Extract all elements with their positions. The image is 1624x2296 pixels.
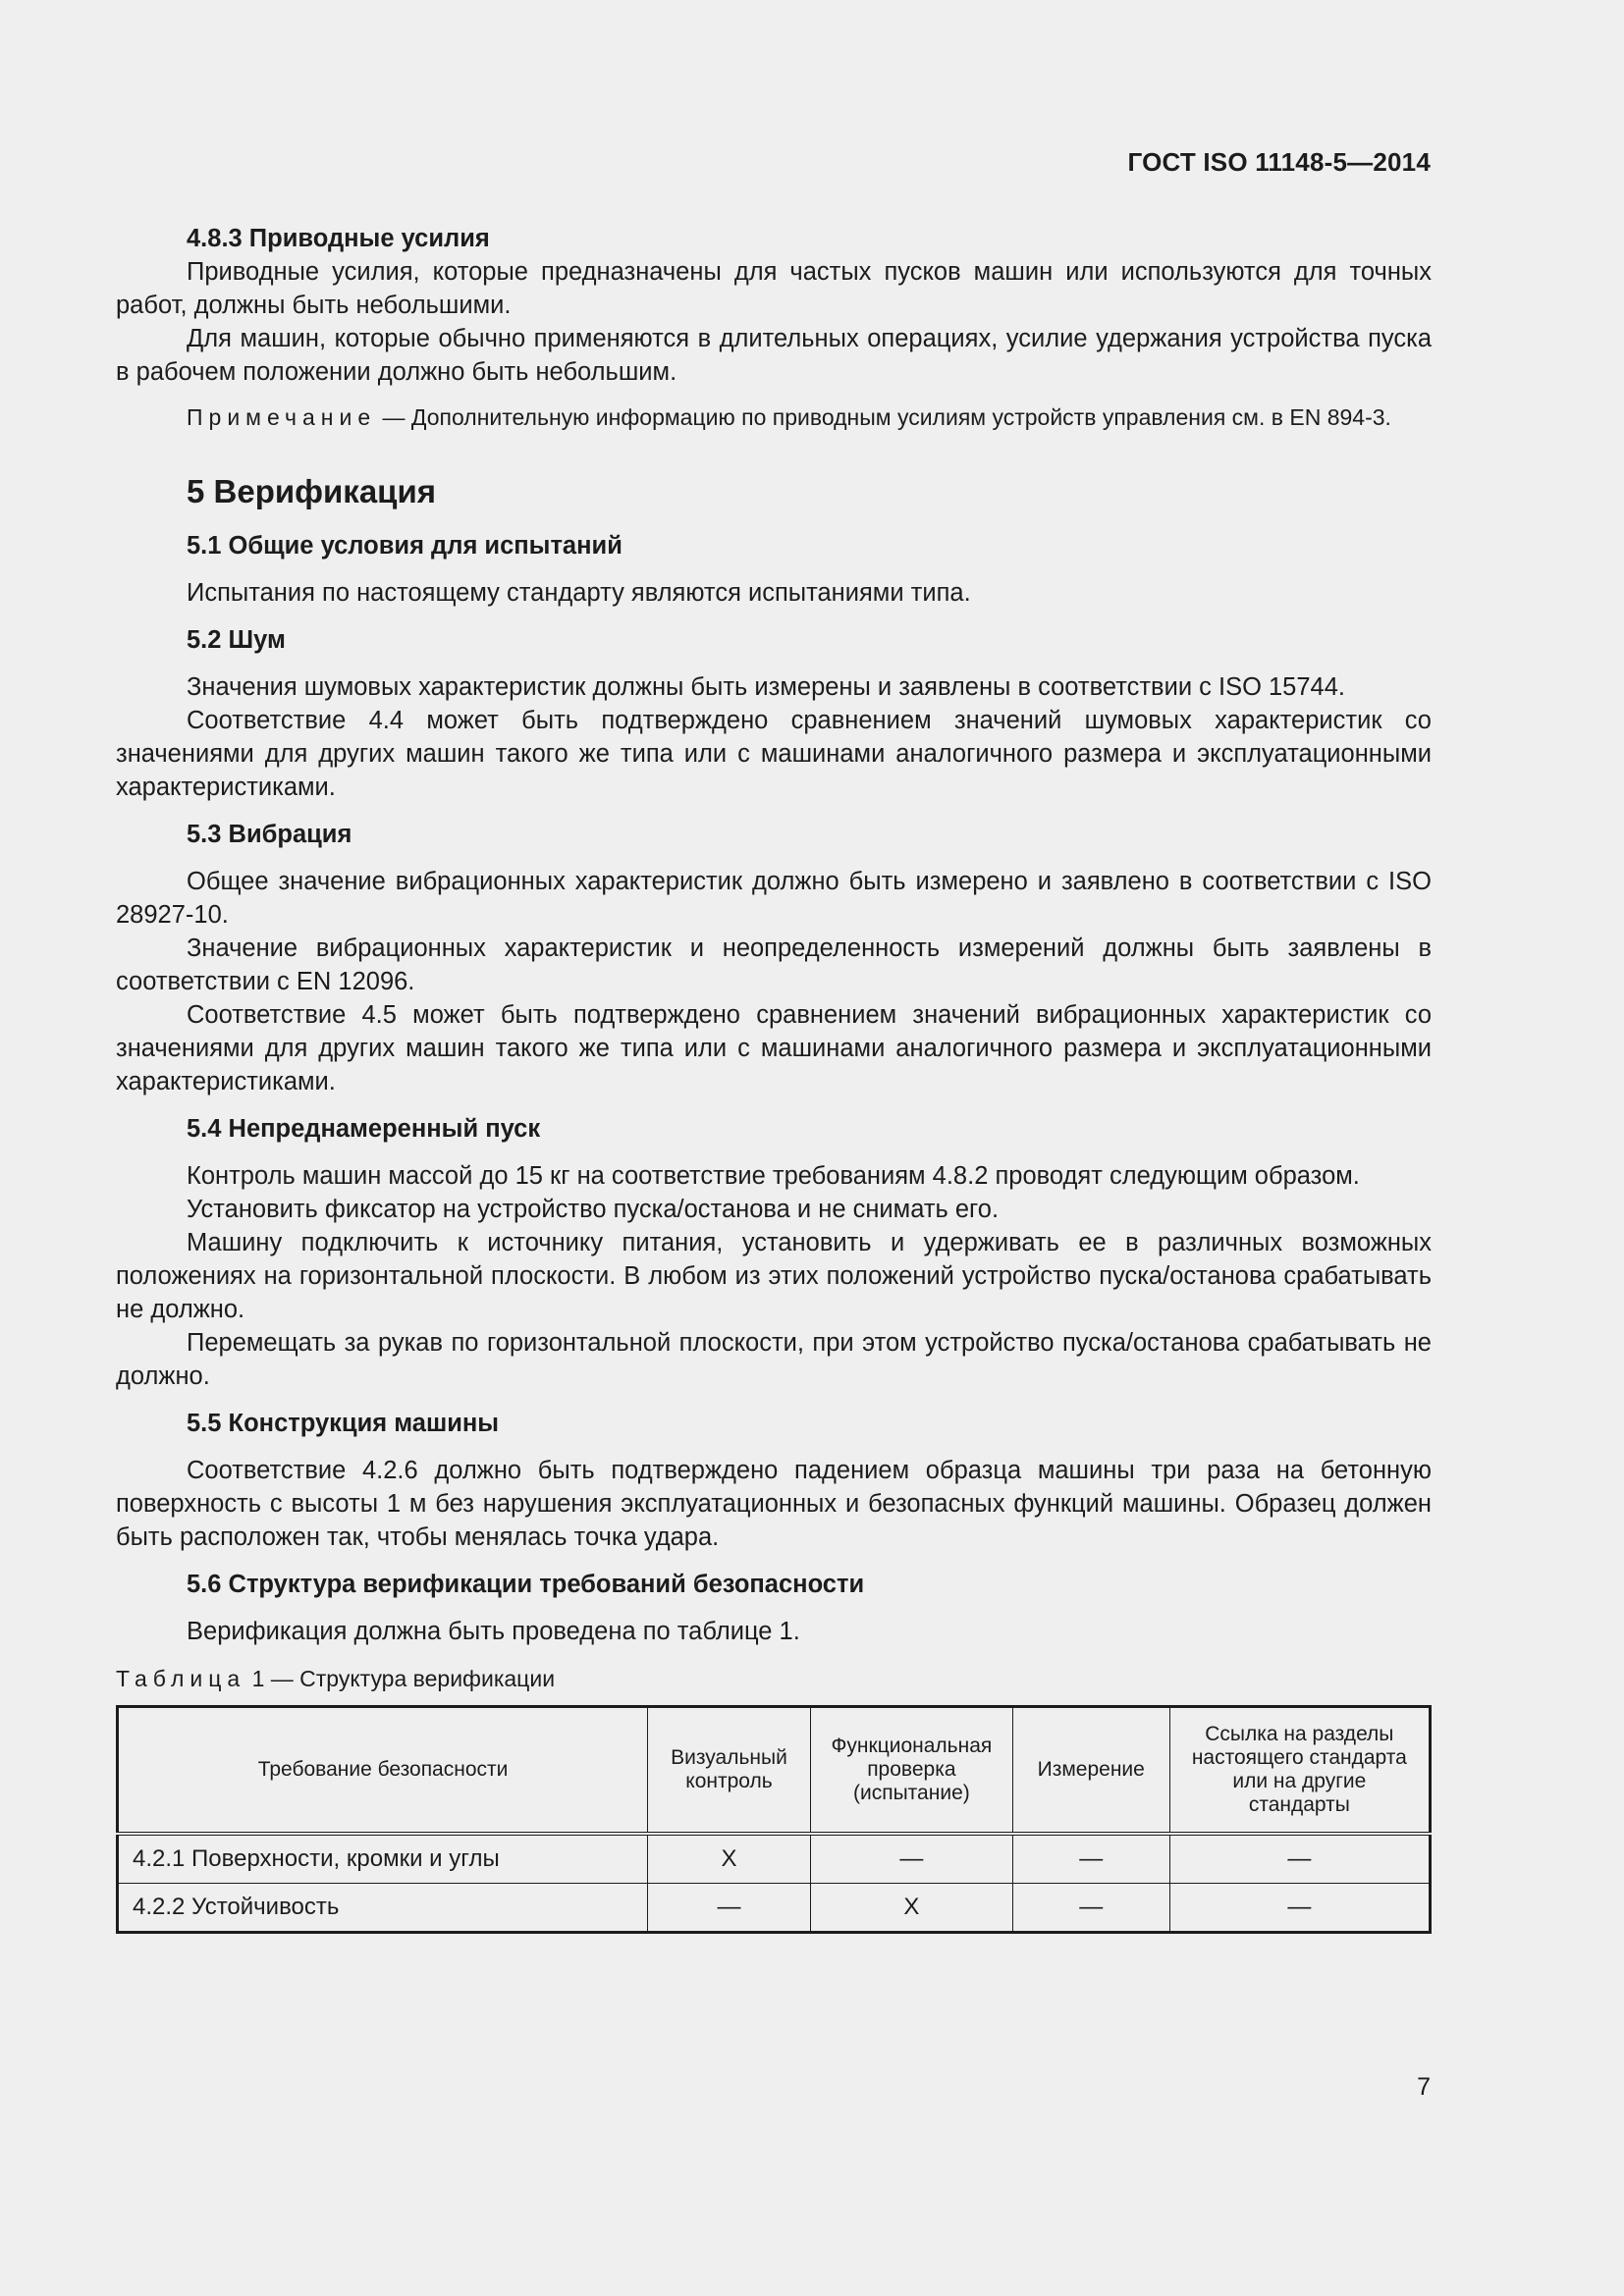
paragraph: Соответствие 4.4 может быть подтверждено сравнением значений шумовых характеристик со значениями для других машин такого же типа или с машинами аналогичного размера и эксплуатационными характеристиками. [116, 707, 1432, 801]
section-5-3-title: 5.3 Вибрация [187, 821, 352, 848]
column-header: Ссылка на разделы настоящего стандарта или на другие стандарты [1169, 1707, 1430, 1835]
paragraph: Общее значение вибрационных характеристик должно быть измерено и заявлено в соответствии с ISO 28927-10. [116, 868, 1432, 929]
section-4-8-3-title: 4.8.3 Приводные усилия [187, 225, 490, 252]
document-body [116, 222, 1432, 1934]
table-cell: — [648, 1884, 811, 1933]
note-text: — Дополнительную информацию по приводным усилиям устройств управления см. в EN 894-3. [376, 404, 1391, 430]
page-number: 7 [1417, 2073, 1431, 2101]
table-cell: X [810, 1884, 1012, 1933]
paragraph: Соответствие 4.5 может быть подтверждено сравнением значений вибрационных характеристик со значениями для других машин такого же типа или с машинами аналогичного размера и эксплуатационными характеристиками. [116, 1001, 1432, 1095]
note-label: Примечание [187, 404, 377, 430]
paragraph: Машину подключить к источнику питания, установить и удерживать ее в различных возможных положениях на горизонтальной плоскости. В любом из этих положений устройство пуска/останова срабатывать не должно. [116, 1229, 1432, 1323]
table-caption-label: Таблица [116, 1666, 246, 1691]
column-header: Измерение [1012, 1707, 1169, 1835]
table-header-row [118, 1707, 1431, 1835]
paragraph: Контроль машин массой до 15 кг на соответствие требованиям 4.8.2 проводят следующим образом. [187, 1162, 1360, 1190]
section-5-4-title: 5.4 Непреднамеренный пуск [187, 1115, 541, 1143]
column-header: Требование безопасности [118, 1707, 648, 1835]
table-row [118, 1834, 1431, 1884]
section-5-1-title: 5.1 Общие условия для испытаний [187, 532, 623, 560]
document-header: ГОСТ ISO 11148-5—2014 [1127, 147, 1431, 177]
table-caption-text: 1 — Структура верификации [245, 1666, 556, 1691]
table-cell: — [1169, 1884, 1430, 1933]
table-cell: — [1012, 1834, 1169, 1884]
table-row [118, 1884, 1431, 1933]
section-5-5-title: 5.5 Конструкция машины [187, 1410, 500, 1437]
section-5-2-title: 5.2 Шум [187, 626, 286, 654]
paragraph: Верификация должна быть проведена по таблице 1. [187, 1618, 800, 1645]
column-header: Функциональная проверка (испытание) [810, 1707, 1012, 1835]
note [116, 402, 1432, 433]
table-cell: — [1169, 1834, 1430, 1884]
paragraph: Перемещать за рукав по горизонтальной плоскости, при этом устройство пуска/останова срабатывать не должно. [116, 1329, 1432, 1390]
table-cell: 4.2.1 Поверхности, кромки и углы [118, 1834, 648, 1884]
section-5-6-title: 5.6 Структура верификации требований безопасности [187, 1571, 865, 1598]
column-header: Визуальный контроль [648, 1707, 811, 1835]
paragraph: Для машин, которые обычно применяются в длительных операциях, усилие удержания устройства пуска в рабочем положении должно быть небольшим. [116, 325, 1432, 386]
table-cell: 4.2.2 Устойчивость [118, 1884, 648, 1933]
paragraph: Испытания по настоящему стандарту являются испытаниями типа. [187, 579, 971, 607]
paragraph: Значения шумовых характеристик должны быть измерены и заявлены в соответствии с ISO 15744. [187, 673, 1345, 701]
table-cell: — [810, 1834, 1012, 1884]
paragraph: Приводные усилия, которые предназначены для частых пусков машин или используются для точных работ, должны быть небольшими. [116, 258, 1432, 319]
paragraph: Значение вибрационных характеристик и неопределенность измерений должны быть заявлены в соответствии с EN 12096. [116, 934, 1432, 995]
verification-table [116, 1705, 1432, 1934]
paragraph: Установить фиксатор на устройство пуска/останова и не снимать его. [187, 1196, 1000, 1223]
paragraph: Соответствие 4.2.6 должно быть подтверждено падением образца машины три раза на бетонную поверхность с высоты 1 м без нарушения эксплуатационных и безопасных функций машины. Образец должен быть расположен так, чтобы менялась точка удара. [116, 1457, 1432, 1551]
table-cell: X [648, 1834, 811, 1884]
table-caption [116, 1664, 1432, 1693]
table-cell: — [1012, 1884, 1169, 1933]
section-5-title: 5 Верификация [187, 473, 437, 509]
